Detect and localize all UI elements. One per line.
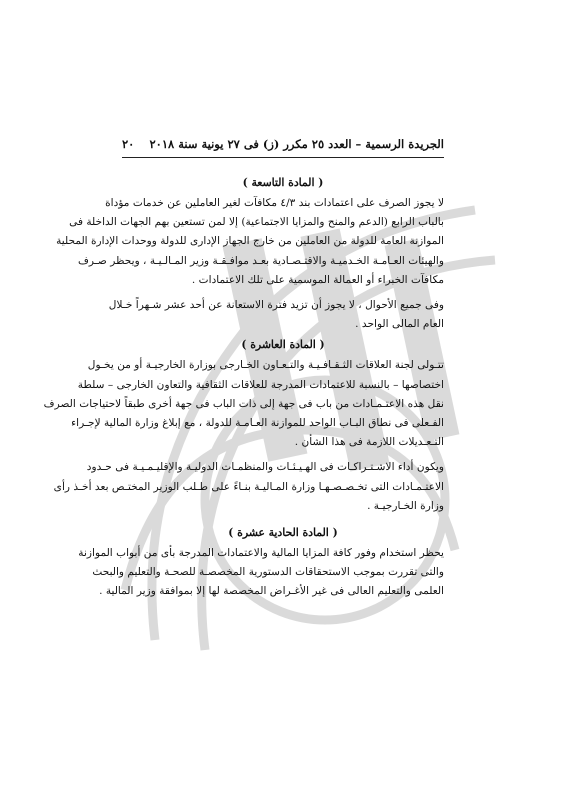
gazette-title: الجريدة الرسمية – العدد ٢٥ مكرر (ز) فى ٢٧ يونية سنة ٢٠١٨: [149, 137, 444, 151]
text-line: اختصاصها – بالنسبة للاعتمادات المدرجة للعلاقات الثقافية والتعاون الخارجى – سلطة: [77, 378, 444, 391]
text-line: يحظر استخدام وفور كافة المزايا المالية والاعتمادات المدرجة بأى من أبواب الموازنة: [78, 547, 444, 560]
page-number: ٢٠: [122, 137, 135, 151]
text-line: الفـعلى فى نطاق البـاب الواحد للموازنة العـامـة للدولة ، مع إبلاغ وزارة المالية لإجـراء: [71, 417, 444, 430]
text-line: العلمى والتعليم العالى فى غير الأغـراض المخصصة لها إلا بموافقة وزير المالية .: [99, 585, 444, 598]
text-line: والتى تقررت بموجب الاستحقاقات الدستورية المخصصـة للصحـة والتعليم والبحث: [92, 566, 444, 579]
article-paragraph: [78, 544, 444, 602]
page-header: [122, 133, 444, 155]
text-line: نقل هذه الاعتـمـادات من باب فى جهة إلى ذات الباب فى جهة أخرى طبقاً لاحتياجات الصرف: [43, 397, 444, 410]
text-line: العام المالى الواحد .: [355, 318, 444, 331]
text-line: تتـولى لجنة العلاقات الثـقـافـيـة والتـعـاون الخـارجى بوزارة الخارجيـة أو من يخـول: [87, 359, 444, 372]
text-line: الموازنة العامة للدولة من العاملين من خارج الجهاز الإدارى للدولة ووحدات الإدارة المحلية: [56, 235, 444, 248]
header-divider: [122, 157, 444, 158]
article-paragraph: [108, 296, 444, 334]
document-body: [43, 172, 444, 602]
text-line: ويكون أداء الاشـتـراكـات فى الهـيـئـات والمنظمـات الدوليـة والإقليـمـيـة فى حـدود: [86, 461, 444, 474]
text-line: التـعـديلات اللازمة فى هذا الشأن .: [294, 436, 444, 449]
article-heading: ( المادة الحادية عشرة ): [228, 526, 338, 540]
text-line: مكافآت الخبراء أو العمالة الموسمية على تلك الاعتمادات .: [191, 273, 444, 286]
text-line: لا يجوز الصرف على اعتمادات بند ٤/٣ مكافآت لغير العاملين عن خدمات مؤداة: [105, 197, 444, 209]
article-heading: ( المادة التاسعة ): [242, 176, 324, 189]
text-line: الاعتـمـادات التى تخـصـصـهـا وزارة المـاليـة بنـاءً على طـلب الوزير المختـص بعد أخـذ رأى: [53, 480, 444, 493]
text-line: بالباب الرابع (الدعم والمنح والمزايا الاجتماعية) إلا لمن تستعين بهم الجهات الداخلة فى: [69, 216, 444, 229]
article-heading: ( المادة العاشرة ): [241, 338, 325, 352]
text-line: وزارة الخـارجيـة .: [367, 499, 444, 512]
text-line: وفى جميع الأحوال ، لا يجوز أن تزيد فترة الاستعانة عن أحد عشر شـهراً خـلال: [108, 299, 444, 312]
article-paragraph: [43, 356, 444, 452]
text-line: والهيئات العـامـة الخـدميـة والاقتـصـادية بعـد موافـقـة وزير المـالـيـة ، ويحظر صـرف: [77, 254, 444, 267]
article-paragraph: [56, 194, 444, 290]
article-paragraph: [53, 458, 444, 516]
